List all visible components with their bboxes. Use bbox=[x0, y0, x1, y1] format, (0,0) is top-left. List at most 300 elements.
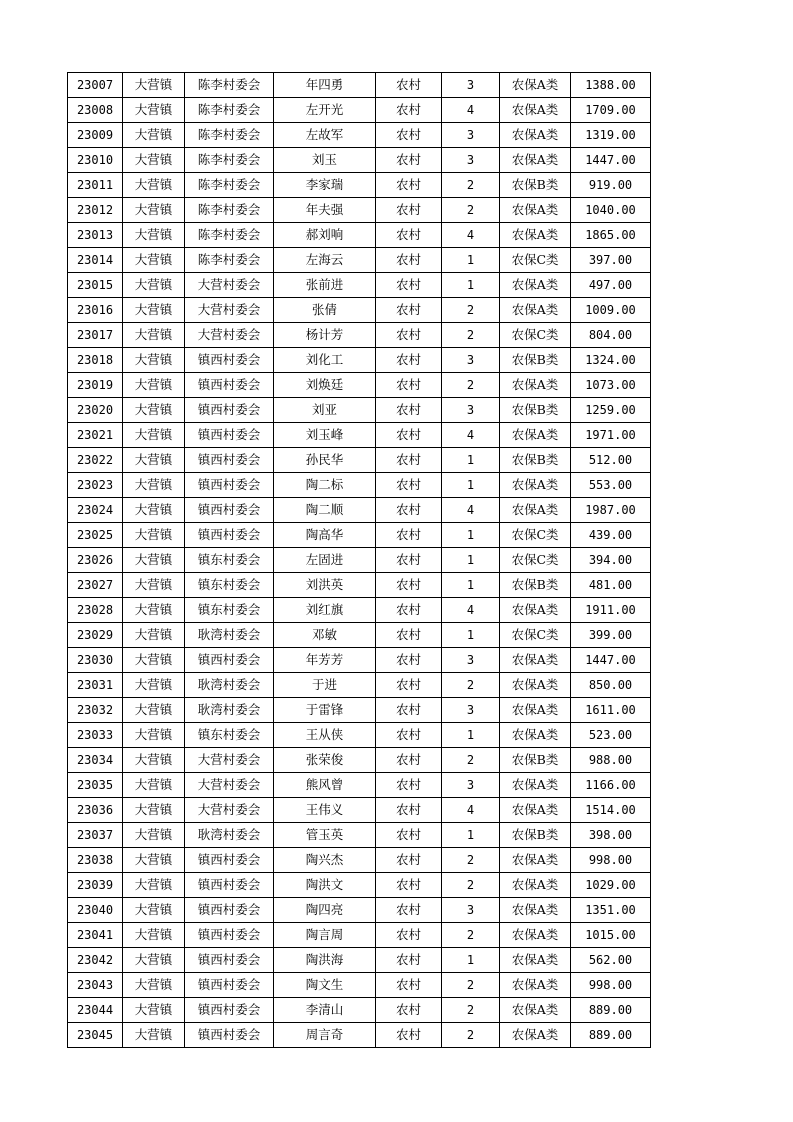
count-cell: 1 bbox=[442, 623, 500, 648]
town-cell: 大营镇 bbox=[123, 673, 185, 698]
count-cell: 2 bbox=[442, 973, 500, 998]
count-cell: 2 bbox=[442, 373, 500, 398]
area-cell: 农村 bbox=[376, 823, 442, 848]
village-cell: 镇西村委会 bbox=[185, 1023, 274, 1048]
name-cell: 左开光 bbox=[274, 98, 376, 123]
id-cell: 23009 bbox=[68, 123, 123, 148]
category-cell: 农保B类 bbox=[500, 398, 571, 423]
village-cell: 大营村委会 bbox=[185, 298, 274, 323]
town-cell: 大营镇 bbox=[123, 798, 185, 823]
category-cell: 农保A类 bbox=[500, 848, 571, 873]
count-cell: 4 bbox=[442, 223, 500, 248]
amount-cell: 1911.00 bbox=[571, 598, 651, 623]
category-cell: 农保A类 bbox=[500, 873, 571, 898]
town-cell: 大营镇 bbox=[123, 948, 185, 973]
village-cell: 镇西村委会 bbox=[185, 348, 274, 373]
table-row bbox=[68, 448, 651, 473]
id-cell: 23019 bbox=[68, 373, 123, 398]
id-cell: 23025 bbox=[68, 523, 123, 548]
category-cell: 农保A类 bbox=[500, 423, 571, 448]
table-row bbox=[68, 723, 651, 748]
count-cell: 2 bbox=[442, 873, 500, 898]
id-cell: 23039 bbox=[68, 873, 123, 898]
count-cell: 4 bbox=[442, 498, 500, 523]
table-row bbox=[68, 773, 651, 798]
town-cell: 大营镇 bbox=[123, 473, 185, 498]
village-cell: 大营村委会 bbox=[185, 773, 274, 798]
id-cell: 23011 bbox=[68, 173, 123, 198]
id-cell: 23034 bbox=[68, 748, 123, 773]
count-cell: 1 bbox=[442, 523, 500, 548]
town-cell: 大营镇 bbox=[123, 148, 185, 173]
town-cell: 大营镇 bbox=[123, 623, 185, 648]
village-cell: 陈李村委会 bbox=[185, 98, 274, 123]
town-cell: 大营镇 bbox=[123, 198, 185, 223]
name-cell: 李家瑞 bbox=[274, 173, 376, 198]
category-cell: 农保B类 bbox=[500, 573, 571, 598]
id-cell: 23036 bbox=[68, 798, 123, 823]
area-cell: 农村 bbox=[376, 573, 442, 598]
name-cell: 左海云 bbox=[274, 248, 376, 273]
name-cell: 孙民华 bbox=[274, 448, 376, 473]
id-cell: 23035 bbox=[68, 773, 123, 798]
town-cell: 大营镇 bbox=[123, 73, 185, 98]
town-cell: 大营镇 bbox=[123, 848, 185, 873]
name-cell: 年四勇 bbox=[274, 73, 376, 98]
amount-cell: 1166.00 bbox=[571, 773, 651, 798]
id-cell: 23023 bbox=[68, 473, 123, 498]
area-cell: 农村 bbox=[376, 148, 442, 173]
table-row bbox=[68, 123, 651, 148]
town-cell: 大营镇 bbox=[123, 873, 185, 898]
category-cell: 农保A类 bbox=[500, 948, 571, 973]
amount-cell: 1259.00 bbox=[571, 398, 651, 423]
name-cell: 年芳芳 bbox=[274, 648, 376, 673]
village-cell: 镇西村委会 bbox=[185, 948, 274, 973]
id-cell: 23037 bbox=[68, 823, 123, 848]
category-cell: 农保B类 bbox=[500, 348, 571, 373]
area-cell: 农村 bbox=[376, 523, 442, 548]
village-cell: 大营村委会 bbox=[185, 748, 274, 773]
category-cell: 农保B类 bbox=[500, 823, 571, 848]
area-cell: 农村 bbox=[376, 398, 442, 423]
category-cell: 农保A类 bbox=[500, 673, 571, 698]
table-row bbox=[68, 673, 651, 698]
name-cell: 年夫强 bbox=[274, 198, 376, 223]
category-cell: 农保A类 bbox=[500, 998, 571, 1023]
table-row bbox=[68, 973, 651, 998]
count-cell: 2 bbox=[442, 848, 500, 873]
amount-cell: 562.00 bbox=[571, 948, 651, 973]
count-cell: 1 bbox=[442, 548, 500, 573]
area-cell: 农村 bbox=[376, 798, 442, 823]
area-cell: 农村 bbox=[376, 948, 442, 973]
table-row bbox=[68, 473, 651, 498]
table-row bbox=[68, 198, 651, 223]
amount-cell: 394.00 bbox=[571, 548, 651, 573]
category-cell: 农保A类 bbox=[500, 273, 571, 298]
name-cell: 左故军 bbox=[274, 123, 376, 148]
village-cell: 镇西村委会 bbox=[185, 898, 274, 923]
count-cell: 3 bbox=[442, 698, 500, 723]
amount-cell: 1009.00 bbox=[571, 298, 651, 323]
amount-cell: 889.00 bbox=[571, 1023, 651, 1048]
name-cell: 左固进 bbox=[274, 548, 376, 573]
table-row bbox=[68, 573, 651, 598]
town-cell: 大营镇 bbox=[123, 1023, 185, 1048]
count-cell: 1 bbox=[442, 448, 500, 473]
category-cell: 农保A类 bbox=[500, 598, 571, 623]
amount-cell: 1040.00 bbox=[571, 198, 651, 223]
id-cell: 23032 bbox=[68, 698, 123, 723]
category-cell: 农保A类 bbox=[500, 773, 571, 798]
name-cell: 陶洪海 bbox=[274, 948, 376, 973]
area-cell: 农村 bbox=[376, 698, 442, 723]
category-cell: 农保A类 bbox=[500, 973, 571, 998]
village-cell: 镇西村委会 bbox=[185, 873, 274, 898]
village-cell: 耿湾村委会 bbox=[185, 698, 274, 723]
amount-cell: 1324.00 bbox=[571, 348, 651, 373]
category-cell: 农保A类 bbox=[500, 98, 571, 123]
count-cell: 2 bbox=[442, 1023, 500, 1048]
table-row bbox=[68, 948, 651, 973]
table-row bbox=[68, 873, 651, 898]
name-cell: 周言奇 bbox=[274, 1023, 376, 1048]
village-cell: 镇东村委会 bbox=[185, 723, 274, 748]
town-cell: 大营镇 bbox=[123, 448, 185, 473]
table-row bbox=[68, 548, 651, 573]
village-cell: 耿湾村委会 bbox=[185, 623, 274, 648]
village-cell: 镇西村委会 bbox=[185, 423, 274, 448]
amount-cell: 1709.00 bbox=[571, 98, 651, 123]
area-cell: 农村 bbox=[376, 548, 442, 573]
amount-cell: 1351.00 bbox=[571, 898, 651, 923]
village-cell: 镇东村委会 bbox=[185, 548, 274, 573]
area-cell: 农村 bbox=[376, 973, 442, 998]
category-cell: 农保C类 bbox=[500, 323, 571, 348]
amount-cell: 804.00 bbox=[571, 323, 651, 348]
amount-cell: 1514.00 bbox=[571, 798, 651, 823]
village-cell: 大营村委会 bbox=[185, 273, 274, 298]
id-cell: 23041 bbox=[68, 923, 123, 948]
name-cell: 熊风曾 bbox=[274, 773, 376, 798]
area-cell: 农村 bbox=[376, 923, 442, 948]
count-cell: 2 bbox=[442, 748, 500, 773]
village-cell: 陈李村委会 bbox=[185, 73, 274, 98]
town-cell: 大营镇 bbox=[123, 398, 185, 423]
category-cell: 农保C类 bbox=[500, 623, 571, 648]
area-cell: 农村 bbox=[376, 998, 442, 1023]
amount-cell: 399.00 bbox=[571, 623, 651, 648]
table-row bbox=[68, 298, 651, 323]
village-cell: 耿湾村委会 bbox=[185, 673, 274, 698]
area-cell: 农村 bbox=[376, 848, 442, 873]
count-cell: 3 bbox=[442, 73, 500, 98]
name-cell: 陶四亮 bbox=[274, 898, 376, 923]
count-cell: 2 bbox=[442, 198, 500, 223]
town-cell: 大营镇 bbox=[123, 523, 185, 548]
count-cell: 3 bbox=[442, 773, 500, 798]
town-cell: 大营镇 bbox=[123, 323, 185, 348]
amount-cell: 1319.00 bbox=[571, 123, 651, 148]
town-cell: 大营镇 bbox=[123, 973, 185, 998]
name-cell: 张前进 bbox=[274, 273, 376, 298]
amount-cell: 1073.00 bbox=[571, 373, 651, 398]
amount-cell: 523.00 bbox=[571, 723, 651, 748]
town-cell: 大营镇 bbox=[123, 598, 185, 623]
name-cell: 刘焕廷 bbox=[274, 373, 376, 398]
name-cell: 刘亚 bbox=[274, 398, 376, 423]
town-cell: 大营镇 bbox=[123, 723, 185, 748]
amount-cell: 988.00 bbox=[571, 748, 651, 773]
village-cell: 镇西村委会 bbox=[185, 648, 274, 673]
area-cell: 农村 bbox=[376, 898, 442, 923]
amount-cell: 1447.00 bbox=[571, 648, 651, 673]
data-table bbox=[67, 72, 651, 1048]
town-cell: 大营镇 bbox=[123, 373, 185, 398]
count-cell: 2 bbox=[442, 923, 500, 948]
count-cell: 2 bbox=[442, 998, 500, 1023]
category-cell: 农保A类 bbox=[500, 198, 571, 223]
village-cell: 镇东村委会 bbox=[185, 598, 274, 623]
name-cell: 陶高华 bbox=[274, 523, 376, 548]
id-cell: 23033 bbox=[68, 723, 123, 748]
area-cell: 农村 bbox=[376, 323, 442, 348]
id-cell: 23031 bbox=[68, 673, 123, 698]
village-cell: 镇西村委会 bbox=[185, 398, 274, 423]
village-cell: 大营村委会 bbox=[185, 323, 274, 348]
area-cell: 农村 bbox=[376, 598, 442, 623]
town-cell: 大营镇 bbox=[123, 273, 185, 298]
count-cell: 1 bbox=[442, 823, 500, 848]
village-cell: 镇西村委会 bbox=[185, 848, 274, 873]
town-cell: 大营镇 bbox=[123, 998, 185, 1023]
amount-cell: 919.00 bbox=[571, 173, 651, 198]
category-cell: 农保B类 bbox=[500, 173, 571, 198]
area-cell: 农村 bbox=[376, 223, 442, 248]
amount-cell: 1865.00 bbox=[571, 223, 651, 248]
table-row bbox=[68, 998, 651, 1023]
amount-cell: 397.00 bbox=[571, 248, 651, 273]
name-cell: 张倩 bbox=[274, 298, 376, 323]
count-cell: 1 bbox=[442, 273, 500, 298]
table-row bbox=[68, 498, 651, 523]
count-cell: 4 bbox=[442, 98, 500, 123]
table-row bbox=[68, 223, 651, 248]
town-cell: 大营镇 bbox=[123, 173, 185, 198]
category-cell: 农保A类 bbox=[500, 498, 571, 523]
village-cell: 陈李村委会 bbox=[185, 148, 274, 173]
town-cell: 大营镇 bbox=[123, 773, 185, 798]
town-cell: 大营镇 bbox=[123, 123, 185, 148]
village-cell: 耿湾村委会 bbox=[185, 823, 274, 848]
count-cell: 2 bbox=[442, 673, 500, 698]
id-cell: 23030 bbox=[68, 648, 123, 673]
area-cell: 农村 bbox=[376, 373, 442, 398]
area-cell: 农村 bbox=[376, 1023, 442, 1048]
village-cell: 陈李村委会 bbox=[185, 173, 274, 198]
count-cell: 3 bbox=[442, 348, 500, 373]
amount-cell: 439.00 bbox=[571, 523, 651, 548]
village-cell: 陈李村委会 bbox=[185, 198, 274, 223]
village-cell: 陈李村委会 bbox=[185, 248, 274, 273]
table-row bbox=[68, 748, 651, 773]
name-cell: 于雷锋 bbox=[274, 698, 376, 723]
name-cell: 王伟义 bbox=[274, 798, 376, 823]
id-cell: 23015 bbox=[68, 273, 123, 298]
category-cell: 农保A类 bbox=[500, 798, 571, 823]
id-cell: 23042 bbox=[68, 948, 123, 973]
category-cell: 农保A类 bbox=[500, 898, 571, 923]
id-cell: 23013 bbox=[68, 223, 123, 248]
table-row bbox=[68, 373, 651, 398]
name-cell: 陶文生 bbox=[274, 973, 376, 998]
town-cell: 大营镇 bbox=[123, 898, 185, 923]
name-cell: 刘红旗 bbox=[274, 598, 376, 623]
name-cell: 陶言周 bbox=[274, 923, 376, 948]
village-cell: 大营村委会 bbox=[185, 798, 274, 823]
town-cell: 大营镇 bbox=[123, 248, 185, 273]
id-cell: 23040 bbox=[68, 898, 123, 923]
name-cell: 邓敏 bbox=[274, 623, 376, 648]
amount-cell: 1388.00 bbox=[571, 73, 651, 98]
name-cell: 陶二顺 bbox=[274, 498, 376, 523]
category-cell: 农保B类 bbox=[500, 448, 571, 473]
area-cell: 农村 bbox=[376, 273, 442, 298]
id-cell: 23021 bbox=[68, 423, 123, 448]
name-cell: 陶洪文 bbox=[274, 873, 376, 898]
area-cell: 农村 bbox=[376, 73, 442, 98]
count-cell: 1 bbox=[442, 573, 500, 598]
town-cell: 大营镇 bbox=[123, 348, 185, 373]
area-cell: 农村 bbox=[376, 648, 442, 673]
id-cell: 23007 bbox=[68, 73, 123, 98]
town-cell: 大营镇 bbox=[123, 573, 185, 598]
id-cell: 23026 bbox=[68, 548, 123, 573]
town-cell: 大营镇 bbox=[123, 298, 185, 323]
name-cell: 于进 bbox=[274, 673, 376, 698]
id-cell: 23016 bbox=[68, 298, 123, 323]
amount-cell: 1447.00 bbox=[571, 148, 651, 173]
town-cell: 大营镇 bbox=[123, 498, 185, 523]
category-cell: 农保B类 bbox=[500, 748, 571, 773]
id-cell: 23012 bbox=[68, 198, 123, 223]
amount-cell: 512.00 bbox=[571, 448, 651, 473]
name-cell: 刘化工 bbox=[274, 348, 376, 373]
id-cell: 23010 bbox=[68, 148, 123, 173]
name-cell: 刘玉峰 bbox=[274, 423, 376, 448]
category-cell: 农保A类 bbox=[500, 223, 571, 248]
table-row bbox=[68, 898, 651, 923]
town-cell: 大营镇 bbox=[123, 698, 185, 723]
count-cell: 1 bbox=[442, 723, 500, 748]
table-row bbox=[68, 273, 651, 298]
count-cell: 3 bbox=[442, 398, 500, 423]
table-row bbox=[68, 148, 651, 173]
town-cell: 大营镇 bbox=[123, 223, 185, 248]
id-cell: 23020 bbox=[68, 398, 123, 423]
amount-cell: 889.00 bbox=[571, 998, 651, 1023]
id-cell: 23029 bbox=[68, 623, 123, 648]
area-cell: 农村 bbox=[376, 198, 442, 223]
count-cell: 2 bbox=[442, 173, 500, 198]
village-cell: 陈李村委会 bbox=[185, 223, 274, 248]
town-cell: 大营镇 bbox=[123, 98, 185, 123]
table-row bbox=[68, 823, 651, 848]
category-cell: 农保C类 bbox=[500, 523, 571, 548]
count-cell: 3 bbox=[442, 123, 500, 148]
amount-cell: 481.00 bbox=[571, 573, 651, 598]
category-cell: 农保C类 bbox=[500, 548, 571, 573]
village-cell: 镇东村委会 bbox=[185, 573, 274, 598]
table-row bbox=[68, 623, 651, 648]
amount-cell: 553.00 bbox=[571, 473, 651, 498]
area-cell: 农村 bbox=[376, 723, 442, 748]
name-cell: 李清山 bbox=[274, 998, 376, 1023]
table-row bbox=[68, 323, 651, 348]
id-cell: 23024 bbox=[68, 498, 123, 523]
amount-cell: 998.00 bbox=[571, 848, 651, 873]
table-row bbox=[68, 523, 651, 548]
count-cell: 4 bbox=[442, 423, 500, 448]
area-cell: 农村 bbox=[376, 498, 442, 523]
table-row bbox=[68, 98, 651, 123]
id-cell: 23022 bbox=[68, 448, 123, 473]
table-row bbox=[68, 73, 651, 98]
name-cell: 张荣俊 bbox=[274, 748, 376, 773]
amount-cell: 1971.00 bbox=[571, 423, 651, 448]
id-cell: 23008 bbox=[68, 98, 123, 123]
area-cell: 农村 bbox=[376, 248, 442, 273]
area-cell: 农村 bbox=[376, 298, 442, 323]
category-cell: 农保A类 bbox=[500, 123, 571, 148]
category-cell: 农保A类 bbox=[500, 648, 571, 673]
category-cell: 农保C类 bbox=[500, 248, 571, 273]
table-row bbox=[68, 698, 651, 723]
amount-cell: 398.00 bbox=[571, 823, 651, 848]
category-cell: 农保A类 bbox=[500, 298, 571, 323]
amount-cell: 1611.00 bbox=[571, 698, 651, 723]
category-cell: 农保A类 bbox=[500, 148, 571, 173]
town-cell: 大营镇 bbox=[123, 748, 185, 773]
amount-cell: 1029.00 bbox=[571, 873, 651, 898]
name-cell: 杨计芳 bbox=[274, 323, 376, 348]
village-cell: 镇西村委会 bbox=[185, 373, 274, 398]
category-cell: 农保A类 bbox=[500, 923, 571, 948]
area-cell: 农村 bbox=[376, 448, 442, 473]
count-cell: 2 bbox=[442, 323, 500, 348]
table-row bbox=[68, 848, 651, 873]
table-row bbox=[68, 648, 651, 673]
town-cell: 大营镇 bbox=[123, 648, 185, 673]
count-cell: 2 bbox=[442, 298, 500, 323]
village-cell: 镇西村委会 bbox=[185, 973, 274, 998]
count-cell: 3 bbox=[442, 148, 500, 173]
id-cell: 23018 bbox=[68, 348, 123, 373]
area-cell: 农村 bbox=[376, 98, 442, 123]
table-row bbox=[68, 173, 651, 198]
count-cell: 1 bbox=[442, 948, 500, 973]
area-cell: 农村 bbox=[376, 773, 442, 798]
village-cell: 陈李村委会 bbox=[185, 123, 274, 148]
town-cell: 大营镇 bbox=[123, 548, 185, 573]
area-cell: 农村 bbox=[376, 673, 442, 698]
table-row bbox=[68, 1023, 651, 1048]
category-cell: 农保A类 bbox=[500, 698, 571, 723]
id-cell: 23043 bbox=[68, 973, 123, 998]
table-row bbox=[68, 798, 651, 823]
village-cell: 镇西村委会 bbox=[185, 473, 274, 498]
